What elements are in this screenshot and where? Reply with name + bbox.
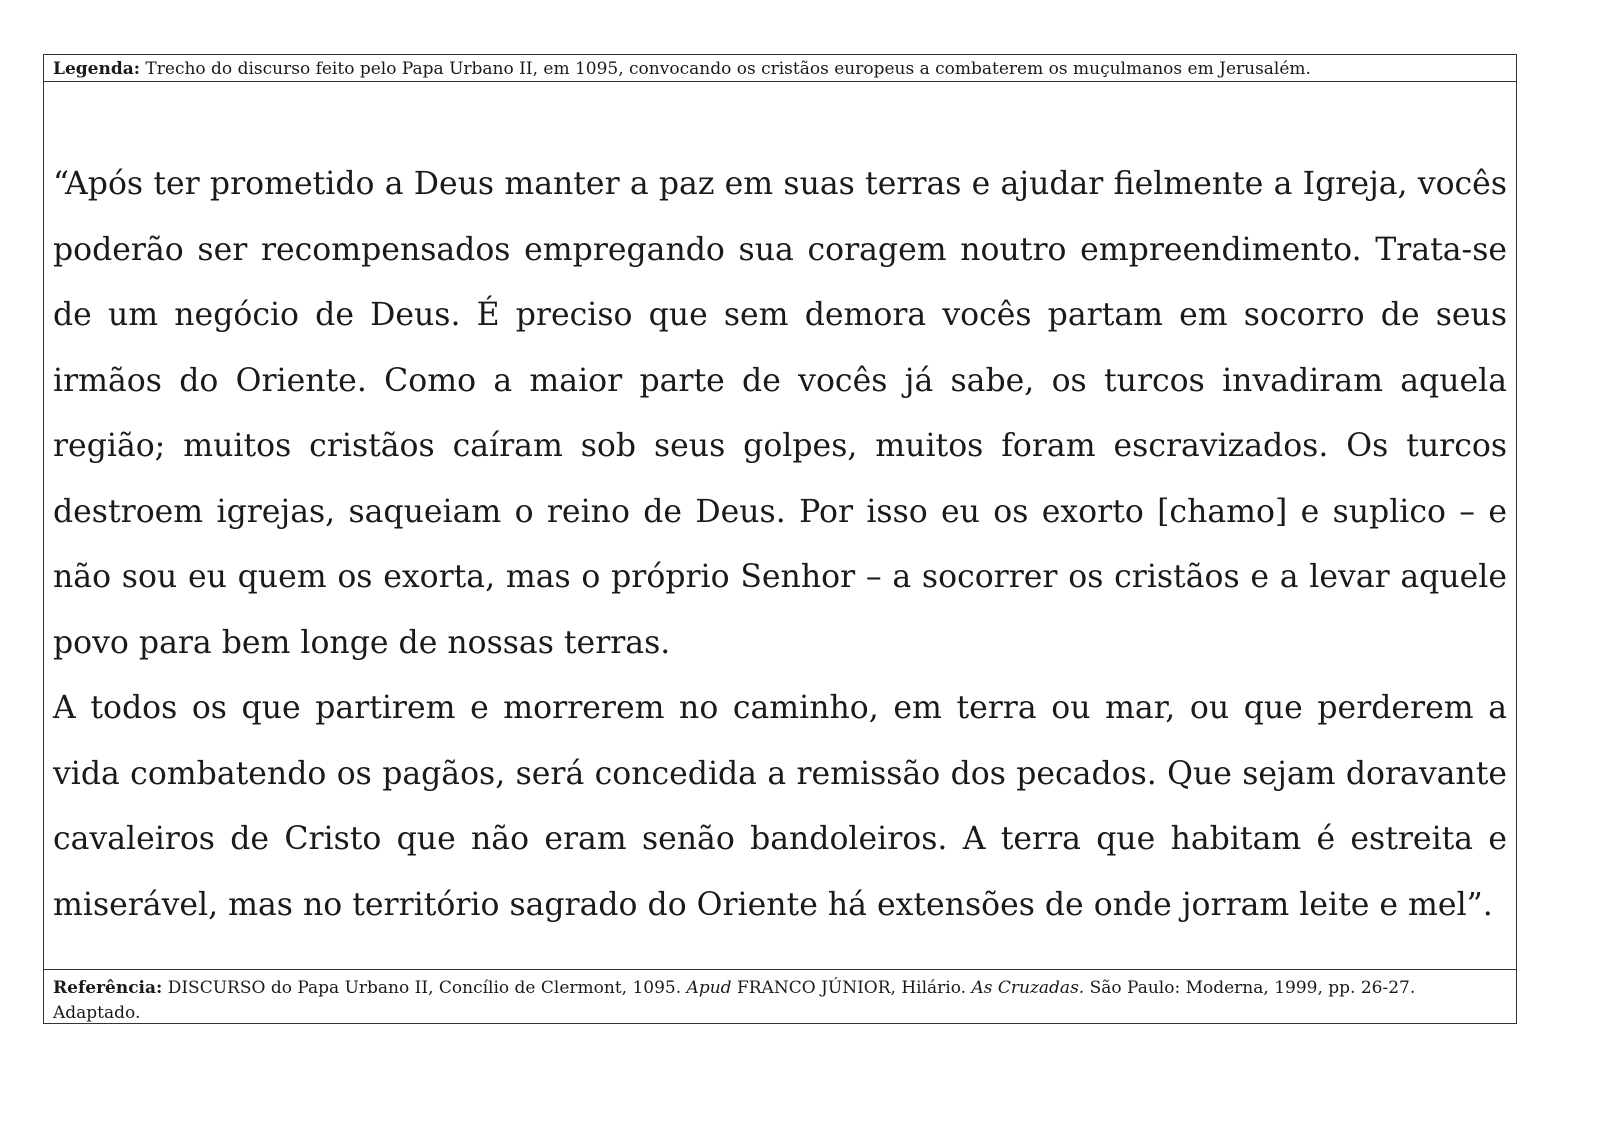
reference-apud: Apud: [686, 978, 732, 998]
quote-block: [44, 82, 1516, 970]
reference-text-2: FRANCO JÚNIOR, Hilário.: [731, 978, 972, 998]
reference-text-1: DISCURSO do Papa Urbano II, Concílio de Clermont, 1095.: [162, 978, 687, 998]
caption-text: Trecho do discurso feito pelo Papa Urbano II, em 1095, convocando os cristãos europeus a combaterem os muçulmanos em Jerusalém.: [140, 59, 1311, 79]
quote-paragraph-1: “Após ter prometido a Deus manter a paz em suas terras e ajudar fielmente a Igreja, vocês poderão ser recompensados empregando sua coragem noutro empreendimento. Trata-se de um negócio de Deus. É preciso que sem demora vocês partam em socorro de seus irmãos do Oriente. Como a maior parte de vocês já sabe, os turcos invadiram aquela região; muitos cristãos caíram sob seus golpes, muitos foram escravizados. Os turcos destroem igrejas, saqueiam o reino de Deus. Por isso eu os exorto [chamo] e suplico – e não sou eu quem os exorta, mas o próprio Senhor – a socorrer os cristãos e a levar aquele povo para bem longe de nossas terras.: [53, 166, 1507, 661]
quote-paragraph-2: A todos os que partirem e morrerem no caminho, em terra ou mar, ou que perderem a vida combatendo os pagãos, será concedida a remissão dos pecados. Que sejam doravante cavaleiros de Cristo que não eram senão bandoleiros. A terra que habitam é estreita e miserável, mas no território sagrado do Oriente há extensões de onde jorram leite e mel”.: [53, 690, 1507, 923]
reference-line-1: [53, 976, 1507, 1001]
reference-text-3: São Paulo: Moderna, 1999, pp. 26-27.: [1084, 978, 1416, 998]
caption-row: [44, 55, 1516, 82]
document-frame: [43, 54, 1517, 1024]
reference-row: [44, 970, 1516, 1023]
reference-line-2: Adaptado.: [53, 1003, 141, 1023]
caption-label: Legenda:: [53, 59, 141, 79]
reference-label: Referência:: [53, 978, 163, 998]
reference-book-title: As Cruzadas.: [971, 978, 1085, 998]
